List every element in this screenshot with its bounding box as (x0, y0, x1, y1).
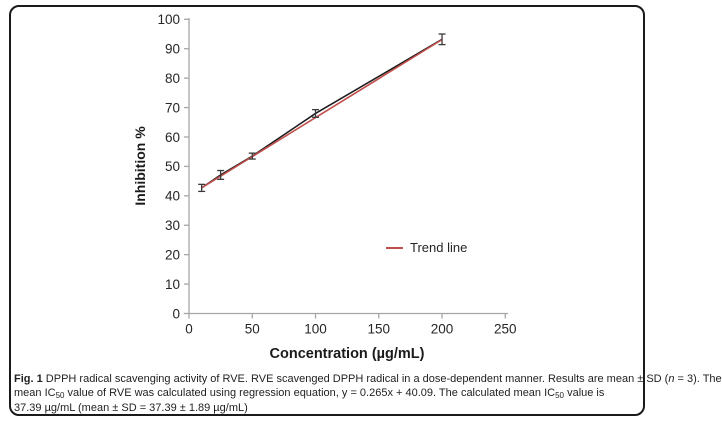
y-axis-title: Inhibition % (132, 126, 148, 206)
x-tick-label: 250 (494, 321, 517, 337)
figure-caption (14, 373, 722, 416)
x-tick-label: 50 (244, 321, 260, 337)
x-axis-title: Concentration (µg/mL) (269, 346, 425, 362)
y-tick-label: 10 (164, 276, 180, 292)
caption-line-3: 37.39 µg/mL (mean ± SD = 37.39 ± 1.89 µg/mL) (14, 402, 248, 415)
figure-number-label: Fig. 1 (14, 373, 43, 385)
trend-line-swatch-icon (386, 247, 403, 249)
y-tick-label: 40 (164, 188, 180, 204)
y-tick-label: 100 (157, 12, 180, 28)
x-tick-label: 200 (430, 321, 454, 337)
ic50-subscript: 50 (555, 390, 565, 400)
x-tick-label: 100 (304, 321, 327, 337)
y-tick-label: 90 (164, 41, 180, 57)
ic50-subscript: 50 (55, 390, 65, 400)
x-tick-label: 150 (367, 321, 391, 337)
y-tick-label: 20 (164, 247, 180, 263)
legend-label: Trend line (410, 240, 468, 255)
chart-legend (386, 240, 467, 255)
y-tick-label: 70 (164, 100, 180, 116)
y-tick-label: 50 (164, 159, 180, 175)
x-tick-label: 0 (185, 321, 193, 337)
caption-line-1: Fig. 1 DPPH radical scavenging activity of RVE. RVE scavenged DPPH radical in a dose-dependent manner. Results are mean ± SD (n = 3). The (14, 373, 722, 385)
n-variable: n (668, 373, 675, 385)
trend-line (202, 40, 442, 188)
y-tick-label: 60 (164, 129, 180, 145)
y-tick-label: 0 (172, 306, 180, 322)
caption-line-2: mean $IC_{50}$ value of RVE was calculated using regression equation, y = 0.265x + 40.09. The calculated mean $IC_{50}$ value is (14, 386, 605, 400)
y-tick-label: 30 (164, 218, 180, 234)
y-tick-label: 80 (164, 70, 180, 86)
